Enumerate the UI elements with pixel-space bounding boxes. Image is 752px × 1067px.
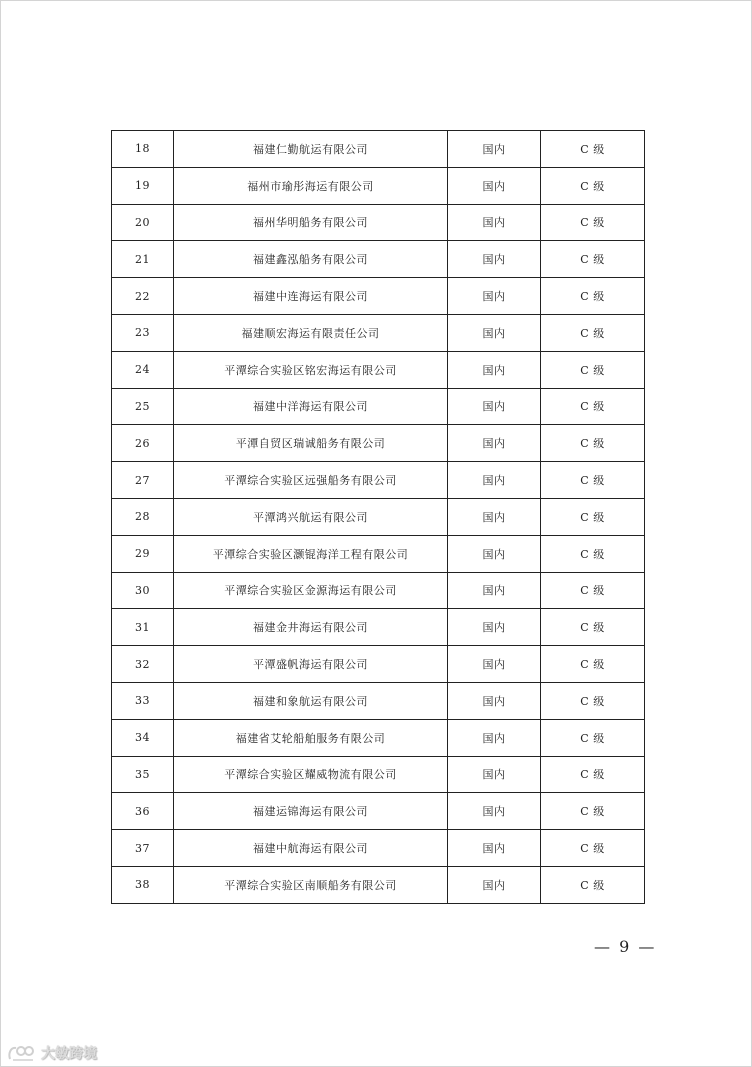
table-row: [112, 462, 645, 499]
grade-cell: C 级: [541, 572, 645, 609]
scope-cell: 国内: [448, 646, 541, 683]
table-row: [112, 314, 645, 351]
scope-cell: 国内: [448, 462, 541, 499]
page-number: — 9 —: [594, 937, 657, 956]
table-row: [112, 425, 645, 462]
row-number-cell: 18: [112, 131, 174, 168]
scope-cell: 国内: [448, 167, 541, 204]
company-name-cell: 平潭综合实验区远强船务有限公司: [174, 462, 448, 499]
row-number-cell: 32: [112, 646, 174, 683]
table-row: [112, 167, 645, 204]
row-number-cell: 26: [112, 425, 174, 462]
company-name-cell: 平潭综合实验区灏锟海洋工程有限公司: [174, 535, 448, 572]
company-name-cell: 福建中航海运有限公司: [174, 830, 448, 867]
row-number-cell: 24: [112, 351, 174, 388]
table-row: [112, 388, 645, 425]
grade-cell: C 级: [541, 241, 645, 278]
row-number-cell: 31: [112, 609, 174, 646]
company-table: [111, 130, 645, 904]
scope-cell: 国内: [448, 535, 541, 572]
grade-cell: C 级: [541, 830, 645, 867]
grade-cell: C 级: [541, 498, 645, 535]
scope-cell: 国内: [448, 572, 541, 609]
company-name-cell: 福建省艾轮船舶服务有限公司: [174, 719, 448, 756]
watermark: [7, 1041, 97, 1065]
row-number-cell: 34: [112, 719, 174, 756]
row-number-cell: 35: [112, 756, 174, 793]
scope-cell: 国内: [448, 278, 541, 315]
scope-cell: 国内: [448, 609, 541, 646]
row-number-cell: 19: [112, 167, 174, 204]
company-name-cell: 平潭综合实验区金源海运有限公司: [174, 572, 448, 609]
company-name-cell: 福建中洋海运有限公司: [174, 388, 448, 425]
table-row: [112, 756, 645, 793]
scope-cell: 国内: [448, 793, 541, 830]
grade-cell: C 级: [541, 793, 645, 830]
grade-cell: C 级: [541, 719, 645, 756]
company-name-cell: 福建和象航运有限公司: [174, 682, 448, 719]
scope-cell: 国内: [448, 719, 541, 756]
row-number-cell: 25: [112, 388, 174, 425]
row-number-cell: 30: [112, 572, 174, 609]
scope-cell: 国内: [448, 314, 541, 351]
grade-cell: C 级: [541, 756, 645, 793]
table-row: [112, 830, 645, 867]
table-row: [112, 682, 645, 719]
company-name-cell: 平潭综合实验区南顺船务有限公司: [174, 866, 448, 903]
row-number-cell: 20: [112, 204, 174, 241]
watermark-text: 大敏跨境: [41, 1046, 97, 1062]
scope-cell: 国内: [448, 756, 541, 793]
scope-cell: 国内: [448, 682, 541, 719]
table-row: [112, 793, 645, 830]
scope-cell: 国内: [448, 866, 541, 903]
company-name-cell: 平潭鸿兴航运有限公司: [174, 498, 448, 535]
company-name-cell: 福建金井海运有限公司: [174, 609, 448, 646]
grade-cell: C 级: [541, 167, 645, 204]
company-name-cell: 平潭综合实验区耀威物流有限公司: [174, 756, 448, 793]
table-row: [112, 351, 645, 388]
company-name-cell: 福州华明船务有限公司: [174, 204, 448, 241]
company-name-cell: 平潭综合实验区铭宏海运有限公司: [174, 351, 448, 388]
table-row: [112, 498, 645, 535]
table-row: [112, 131, 645, 168]
grade-cell: C 级: [541, 388, 645, 425]
grade-cell: C 级: [541, 866, 645, 903]
scope-cell: 国内: [448, 388, 541, 425]
grade-cell: C 级: [541, 462, 645, 499]
company-name-cell: 福建顺宏海运有限责任公司: [174, 314, 448, 351]
row-number-cell: 33: [112, 682, 174, 719]
table-row: [112, 535, 645, 572]
row-number-cell: 22: [112, 278, 174, 315]
table-row: [112, 866, 645, 903]
scope-cell: 国内: [448, 204, 541, 241]
company-name-cell: 福建仁勤航运有限公司: [174, 131, 448, 168]
company-name-cell: 平潭盛帆海运有限公司: [174, 646, 448, 683]
grade-cell: C 级: [541, 204, 645, 241]
row-number-cell: 29: [112, 535, 174, 572]
company-name-cell: 福建中连海运有限公司: [174, 278, 448, 315]
grade-cell: C 级: [541, 425, 645, 462]
table-row: [112, 719, 645, 756]
grade-cell: C 级: [541, 278, 645, 315]
row-number-cell: 21: [112, 241, 174, 278]
scope-cell: 国内: [448, 241, 541, 278]
grade-cell: C 级: [541, 351, 645, 388]
scope-cell: 国内: [448, 830, 541, 867]
table-row: [112, 609, 645, 646]
grade-cell: C 级: [541, 646, 645, 683]
scope-cell: 国内: [448, 351, 541, 388]
table-row: [112, 572, 645, 609]
company-table-body: [112, 131, 645, 904]
row-number-cell: 37: [112, 830, 174, 867]
grade-cell: C 级: [541, 609, 645, 646]
scope-cell: 国内: [448, 131, 541, 168]
table-row: [112, 204, 645, 241]
grade-cell: C 级: [541, 682, 645, 719]
grade-cell: C 级: [541, 314, 645, 351]
company-name-cell: 福建鑫泓船务有限公司: [174, 241, 448, 278]
table-row: [112, 278, 645, 315]
row-number-cell: 38: [112, 866, 174, 903]
row-number-cell: 23: [112, 314, 174, 351]
grade-cell: C 级: [541, 535, 645, 572]
table-row: [112, 646, 645, 683]
scope-cell: 国内: [448, 425, 541, 462]
scope-cell: 国内: [448, 498, 541, 535]
row-number-cell: 36: [112, 793, 174, 830]
table-row: [112, 241, 645, 278]
company-name-cell: 福州市瑜彤海运有限公司: [174, 167, 448, 204]
row-number-cell: 27: [112, 462, 174, 499]
watermark-logo-icon: [7, 1043, 37, 1063]
company-name-cell: 福建运锦海运有限公司: [174, 793, 448, 830]
company-name-cell: 平潭自贸区瑞诚船务有限公司: [174, 425, 448, 462]
row-number-cell: 28: [112, 498, 174, 535]
grade-cell: C 级: [541, 131, 645, 168]
